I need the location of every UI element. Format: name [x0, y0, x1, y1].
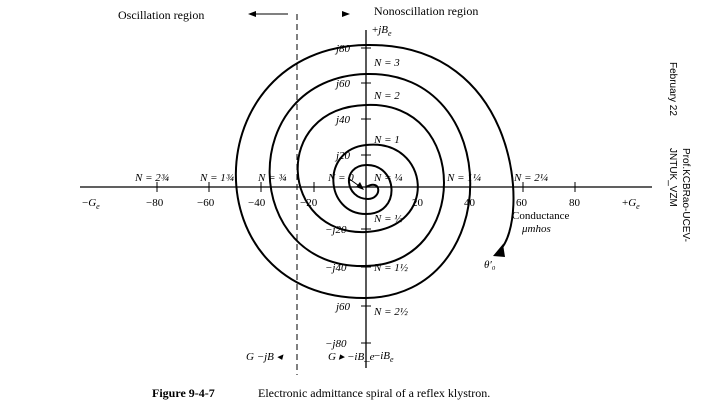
y-tick-label: −j80 — [325, 338, 347, 350]
n-label: N = 3 — [374, 57, 400, 69]
x-axis-left-label: $-G_e$ — [82, 197, 100, 211]
origin-pointer-arrow-head — [356, 182, 364, 190]
y-tick-label: j40 — [336, 114, 351, 126]
oscillation-arrow-head — [248, 11, 256, 17]
n-label: N = 2¾ — [135, 172, 170, 184]
y-axis-top-label: $+jB_e$ — [372, 24, 392, 38]
bottom-left-label: G −jB ◂ — [246, 351, 283, 363]
theta-label: θ′₀ — [484, 259, 496, 271]
x-tick-label: −20 — [300, 197, 318, 209]
x-axis-right-label: $+G_e$ — [622, 197, 640, 211]
y-tick-label: j60 — [336, 301, 351, 313]
x-tick-label: −40 — [248, 197, 266, 209]
figure-caption-text: Electronic admittance spiral of a reflex klystron. — [258, 386, 491, 400]
n-label: N = 2½ — [374, 306, 409, 318]
side-author-label: JNTUK_VZM — [667, 148, 678, 207]
y-tick-label: j20 — [336, 150, 351, 162]
n-label: N = 1½ — [374, 262, 409, 274]
y-axis-bottom-label: $-iB_e$ — [374, 350, 394, 364]
x-tick-label: 20 — [412, 197, 423, 209]
nonoscillation-arrow-head — [342, 11, 350, 17]
y-tick-label: j80 — [336, 43, 351, 55]
side-date-label: February 22 — [667, 62, 678, 116]
x-tick-label: 40 — [464, 197, 475, 209]
x-unit-label: Conductance — [512, 210, 570, 222]
n-label: N = 1 — [374, 134, 400, 146]
y-tick-label: −j40 — [325, 262, 347, 274]
n-label: N = ¾ — [258, 172, 287, 184]
nonoscillation-region-label: Nonoscillation region — [374, 4, 479, 18]
figure-caption-number: Figure 9-4-7 — [152, 386, 215, 400]
oscillation-region-label: Oscillation region — [118, 8, 205, 22]
y-tick-label: −j20 — [325, 224, 347, 236]
side-author-label: Prof.KCBRao-UCEV- — [680, 148, 691, 242]
x-unit-label: μmhos — [522, 223, 551, 235]
bottom-right-label: G ▸ −iB_e — [328, 351, 375, 363]
x-tick-label: 60 — [516, 197, 527, 209]
n-label: N = 1¼ — [447, 172, 482, 184]
x-tick-label: 80 — [569, 197, 580, 209]
y-tick-label: j60 — [336, 78, 351, 90]
x-tick-label: −60 — [197, 197, 215, 209]
n-label: N = 2¼ — [514, 172, 549, 184]
x-tick-label: −80 — [146, 197, 164, 209]
n-label: N = 0 — [328, 172, 354, 184]
n-label: N = ½ — [374, 213, 403, 225]
spiral-direction-arrow — [493, 244, 505, 257]
n-label: N = 1¾ — [200, 172, 235, 184]
n-label: N = 2 — [374, 90, 400, 102]
n-label: N = ¼ — [374, 172, 403, 184]
